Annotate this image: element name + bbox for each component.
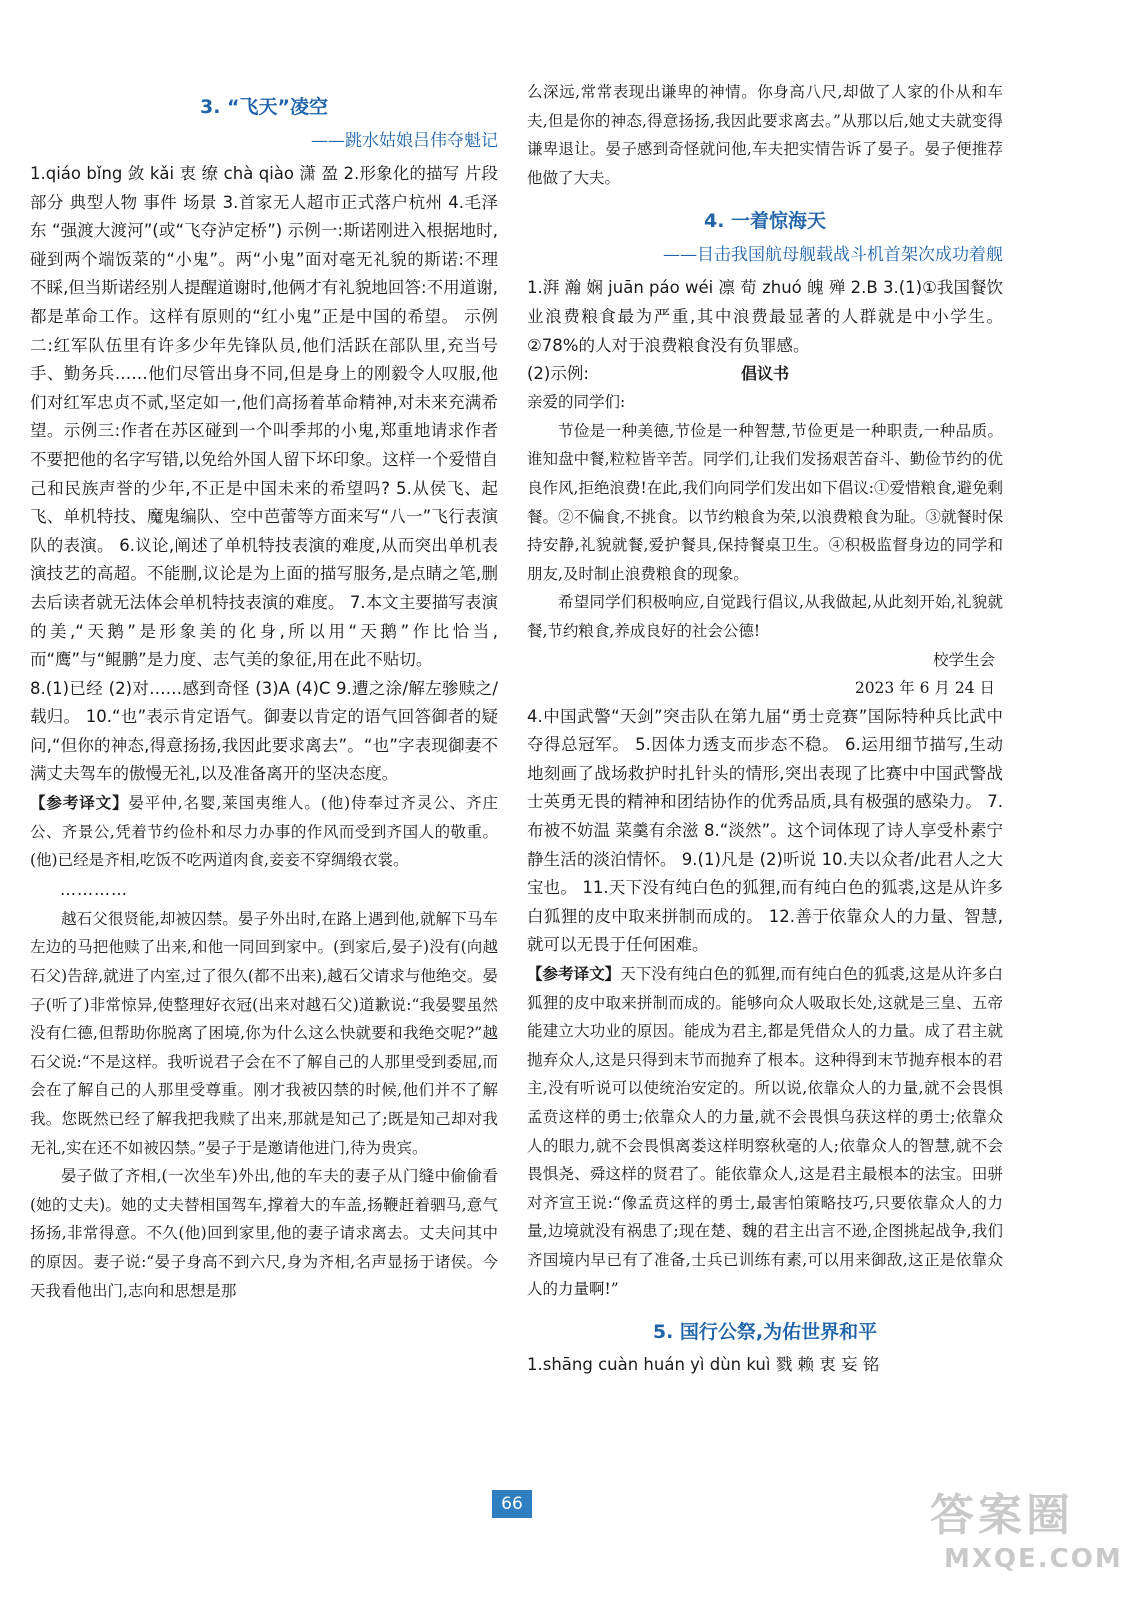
section-4-answers-continued: 4.中国武警“天剑”突击队在第九届“勇士竞赛”国际特种兵比武中夺得总冠军。 5.因体力透支而步态不稳。 6.运用细节描写,生动地刻画了战场救护时扎针头的情形,突出表现了比赛中中国武警战士英勇无畏的精神和团结协作的优秀品质,具有极强的感染力。 7.布被不妨温 菜羹有余滋 8.“淡然”。这个词体现了诗人享受朴素宁静生活的淡泊情怀。 9.(1)凡是 (2)听说 10.夫以众者/此君人之大宝也。 11.天下没有纯白色的狐狸,而有纯白色的狐裘,这是从许多白狐狸的皮中取来拼制而成的。 12.善于依靠众人的力量、智慧,就可以无畏于任何困难。	[527, 706, 1003, 955]
reference-label: 【参考译文】	[30, 794, 129, 813]
translation-continued: 么深远,常常表现出谦卑的神情。你身高八尺,却做了人家的仆从和车夫,但是你的神态,得意扬扬,我因此要求离去。”从那以后,她丈夫就变得谦卑退让。晏子感到奇怪就问他,车夫把实情告诉了晏子。晏子便推荐他做了大夫。	[527, 83, 1003, 187]
section-3-answers-classical: 8.(1)已经 (2)对……感到奇怪 (3)A (4)C 9.遭之涂/解左骖赎之/载归。 10.“也”表示肯定语气。御妻以肯定的语气回答御者的疑问,“但你的神态,得意扬扬,我因此要求离去”。“也”字表现御妻不满丈夫驾车的傲慢无礼,以及准备离开的坚决态度。	[30, 678, 498, 784]
ellipsis: …………	[60, 879, 128, 899]
watermark	[930, 1488, 1123, 1588]
section-3-subtitle: ——跳水姑娘吕伟夺魁记	[311, 131, 498, 151]
section-4-title: 4. 一着惊海天	[703, 210, 827, 233]
proposal-closing: 希望同学们积极响应,自觉践行倡议,从我做起,从此刻开始,礼貌就餐,节约粮食,养成良好的社会公德!	[527, 593, 1003, 640]
reference-text: 晏平仲,名婴,莱国夷维人。(他)侍奉过齐灵公、齐庄公、齐景公,凭着节约俭朴和尽力办事的作风而受到齐国人的敬重。(他)已经是齐相,吃饭不吃两道肉食,妾妾不穿绸缎衣裳。	[30, 794, 498, 870]
proposal-greeting: 亲爱的同学们:	[527, 393, 626, 412]
page-number: 66	[492, 1490, 532, 1518]
example-label: (2)示例:	[527, 364, 589, 384]
proposal-title: 倡议书	[740, 364, 789, 384]
translation-paragraph: 越石父很贤能,却被囚禁。晏子外出时,在路上遇到他,就解下马车左边的马把他赎了出来,和他一同回到家中。(到家后,晏子)没有(向越石父)告辞,就进了内室,过了很久(都不出来),越石父请求与他绝交。晏子(听了)非常惊异,使整理好衣冠(出来对越石父)道歉说:“我晏婴虽然没有仁德,但帮助你脱离了困境,你为什么这么快就要和我绝交呢?”越石父说:“不是这样。我听说君子会在不了解自己的人那里受到委屈,而会在了解自己的人那里受尊重。刚才我被囚禁的时候,他们并不了解我。您既然已经了解我把我赎了出来,那就是知己了;既是知己却对我无礼,实在还不如被囚禁。”晏子于是邀请他进门,待为贵宾。	[30, 909, 498, 1157]
right-column	[527, 78, 1003, 1380]
section-5-title: 5. 国行公祭,为佑世界和平	[652, 1321, 878, 1344]
section-5-answers: 1.shāng cuàn huán yì dùn kuì 戮 赖 衷 妄 铭	[527, 1355, 880, 1375]
proposal-header	[527, 360, 1003, 388]
watermark-url: MXQE.COM	[944, 1544, 1123, 1574]
proposal-signer: 校学生会	[932, 650, 995, 669]
section-4-answers: 1.湃 瀚 娴 juān páo wéi 凛 荀 zhuó 魄 殚 2.B 3.(1)①我国餐饮业浪费粮食最为严重,其中浪费最显著的人群就是中小学生。②78%的人对于浪费粮食没有负罪感。	[527, 278, 1003, 355]
left-column	[30, 78, 498, 1305]
section-3-title: 3. “飞天”凌空	[199, 96, 329, 118]
reference-translation-1	[30, 789, 498, 875]
reference-label: 【参考译文】	[527, 965, 621, 984]
section-4-subtitle: ——目击我国航母舰载战斗机首架次成功着舰	[663, 245, 1003, 266]
section-3-answers: 1.qiáo bǐng 敛 kǎi 衷 缭 chà qiào 潇 盈 2.形象化的描写 片段 部分 典型人物 事件 场景 3.首家无人超市正式落户杭州 4.毛泽东 “强渡大渡河”(或“飞夺泸定桥”) 示例一:斯诺刚进入根据地时,碰到两个端饭菜的“小鬼”。两“小鬼”面对毫无礼貌的斯诺:不理不睬,但当斯诺经别人提醒道谢时,他俩才有礼貌地回答:不用道谢,都是革命工作。这样有原则的“红小鬼”正是中国的希望。 示例二:红军队伍里有许多少年先锋队员,他们活跃在部队里,充当号手、勤务兵……他们尽管出身不同,但是身上的刚毅令人叹服,他们对红军忠贞不贰,坚定如一,他们高扬着革命精神,对未来充满希望。示例三:作者在苏区碰到一个叫季邦的小鬼,郑重地请求作者不要把他的名字写错,以免给外国人留下坏印象。这样一个爱惜自己和民族声誉的少年,不正是中国未来的希望吗? 5.从侯飞、起飞、单机特技、魔鬼编队、空中芭蕾等方面来写“八一”飞行表演队的表演。 6.议论,阐述了单机特技表演的难度,从而突出单机表演技艺的高超。不能删,议论是为上面的描写服务,是点睛之笔,删去后读者就无法体会单机特技表演的难度。 7.本文主要描写表演的美,“天鹅”是形象美的化身,所以用“天鹅”作比恰当,而“鹰”与“鲲鹏”是力度、志气美的象征,用在此不贴切。	[30, 164, 498, 670]
reference-text: 天下没有纯白色的狐狸,而有纯白色的狐裘,这是从许多白狐狸的皮中取来拼制而成的。能够向众人吸取长处,这就是三皇、五帝能建立大功业的原因。能成为君主,都是凭借众人的力量。成了君主就抛弃众人,这是只得到末节而抛弃了根本。这种得到末节抛弃根本的君主,没有听说可以使统治安定的。所以说,依靠众人的力量,就不会畏惧孟贲这样的勇士;依靠众人的力量,就不会畏惧乌获这样的勇士;依靠众人的眼力,就不会畏惧离娄这样明察秋毫的人;依靠众人的智慧,就不会畏惧尧、舜这样的贤君了。能依靠众人,这是君主最根本的法宝。田骈对齐宣王说:“像孟贲这样的勇士,最害怕策略技巧,只要依靠众人的力量,边境就没有祸患了;现在楚、魏的君主出言不逊,企图挑起战争,我们齐国境内早已有了准备,士兵已训练有素,可以用来御敌,这正是依靠众人的力量啊!”	[527, 965, 1003, 1298]
reference-translation-2	[527, 960, 1003, 1303]
translation-paragraph: 晏子做了齐相,(一次坐车)外出,他的车夫的妻子从门缝中偷偷看(她的丈夫)。她的丈夫替相国驾车,撑着大的车盖,扬鞭赶着驷马,意气扬扬,非常得意。不久(他)回到家里,他的妻子请求离去。丈夫问其中的原因。妻子说:“晏子身高不到六尺,身为齐相,名声显扬于诸侯。今天我看他出门,志向和思想是那	[30, 1167, 498, 1300]
watermark-logo-text: 答案圈	[930, 1490, 1074, 1541]
proposal-date: 2023 年 6 月 24 日	[854, 679, 995, 698]
proposal-body: 节俭是一种美德,节俭是一种智慧,节俭更是一种职责,一种品质。谁知盘中餐,粒粒皆辛苦。同学们,让我们发扬艰苦奋斗、勤俭节约的优良作风,拒绝浪费!在此,我们向同学们发出如下倡议:①爱惜粮食,避免剩餐。②不偏食,不挑食。以节约粮食为荣,以浪费粮食为耻。③就餐时保持安静,礼貌就餐,爱护餐具,保持餐桌卫生。④积极监督身边的同学和朋友,及时制止浪费粮食的现象。	[527, 421, 1003, 583]
